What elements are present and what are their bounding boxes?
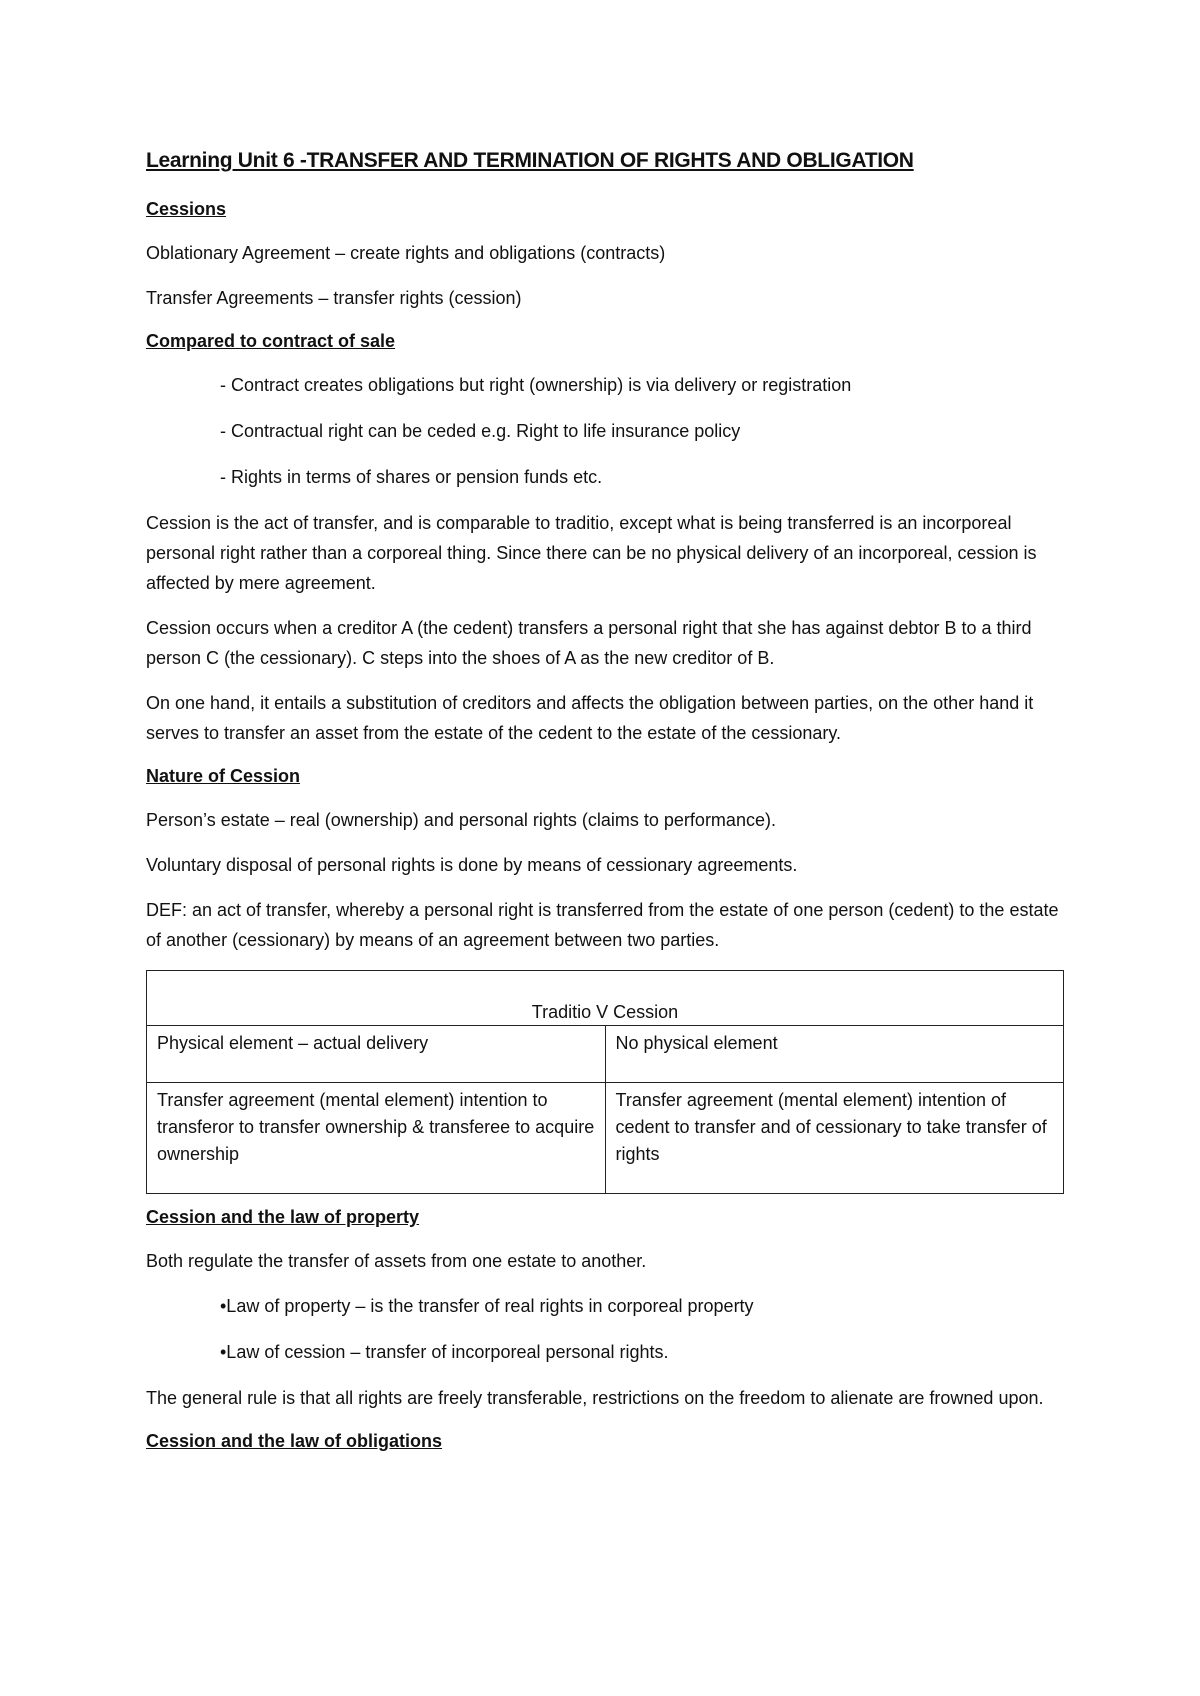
table-cell: Transfer agreement (mental element) intention of cedent to transfer and of cessionary to take transfer of rights: [605, 1083, 1064, 1194]
paragraph: DEF: an act of transfer, whereby a personal right is transferred from the estate of one person (cedent) to the estate of another (cessionary) by means of an agreement between two parties.: [146, 900, 1059, 950]
heading-compared-to-contract-of-sale: Compared to contract of sale: [146, 331, 396, 351]
paragraph: Oblationary Agreement – create rights and obligations (contracts): [146, 243, 666, 263]
list-item: - Rights in terms of shares or pension funds etc.: [220, 467, 603, 487]
list-item: - Contract creates obligations but right (ownership) is via delivery or registration: [220, 375, 852, 395]
heading-cession-and-law-of-property: Cession and the law of property: [146, 1207, 420, 1227]
document-title: Learning Unit 6 -TRANSFER AND TERMINATION OF RIGHTS AND OBLIGATION: [146, 149, 914, 172]
list-item: •Law of cession – transfer of incorporeal personal rights.: [220, 1342, 669, 1362]
table-header-cell: Traditio V Cession: [147, 971, 1064, 1026]
table-cell: No physical element: [605, 1026, 1064, 1083]
heading-nature-of-cession: Nature of Cession: [146, 766, 301, 786]
paragraph: Cession occurs when a creditor A (the cedent) transfers a personal right that she has against debtor B to a third person C (the cessionary). C steps into the shoes of A as the new creditor of B.: [146, 618, 1032, 668]
table-header-row: [147, 971, 1064, 1026]
table-row: [147, 1026, 1064, 1083]
table-cell: Transfer agreement (mental element) intention to transferor to transfer ownership & transferee to acquire ownership: [147, 1083, 606, 1194]
document-page: [146, 146, 1066, 1470]
paragraph: Cession is the act of transfer, and is comparable to traditio, except what is being transferred is an incorporeal personal right rather than a corporeal thing. Since there can be no physical delivery of an incorporeal, cession is affected by mere agreement.: [146, 513, 1037, 593]
table-cell: Physical element – actual delivery: [147, 1026, 606, 1083]
paragraph: On one hand, it entails a substitution of creditors and affects the obligation between parties, on the other hand it serves to transfer an asset from the estate of the cedent to the estate of the cessionary.: [146, 693, 1034, 743]
heading-cession-and-law-of-obligations: Cession and the law of obligations: [146, 1431, 443, 1451]
paragraph: Both regulate the transfer of assets from one estate to another.: [146, 1251, 647, 1271]
list-item: •Law of property – is the transfer of real rights in corporeal property: [220, 1296, 754, 1316]
list-item: - Contractual right can be ceded e.g. Right to life insurance policy: [220, 421, 741, 441]
paragraph: Person’s estate – real (ownership) and personal rights (claims to performance).: [146, 810, 776, 830]
table-row: [147, 1083, 1064, 1194]
heading-cessions: Cessions: [146, 199, 227, 219]
traditio-cession-table: [146, 970, 1064, 1194]
paragraph: Transfer Agreements – transfer rights (cession): [146, 288, 522, 308]
paragraph: Voluntary disposal of personal rights is done by means of cessionary agreements.: [146, 855, 798, 875]
paragraph: The general rule is that all rights are freely transferable, restrictions on the freedom to alienate are frowned upon.: [146, 1388, 1044, 1408]
